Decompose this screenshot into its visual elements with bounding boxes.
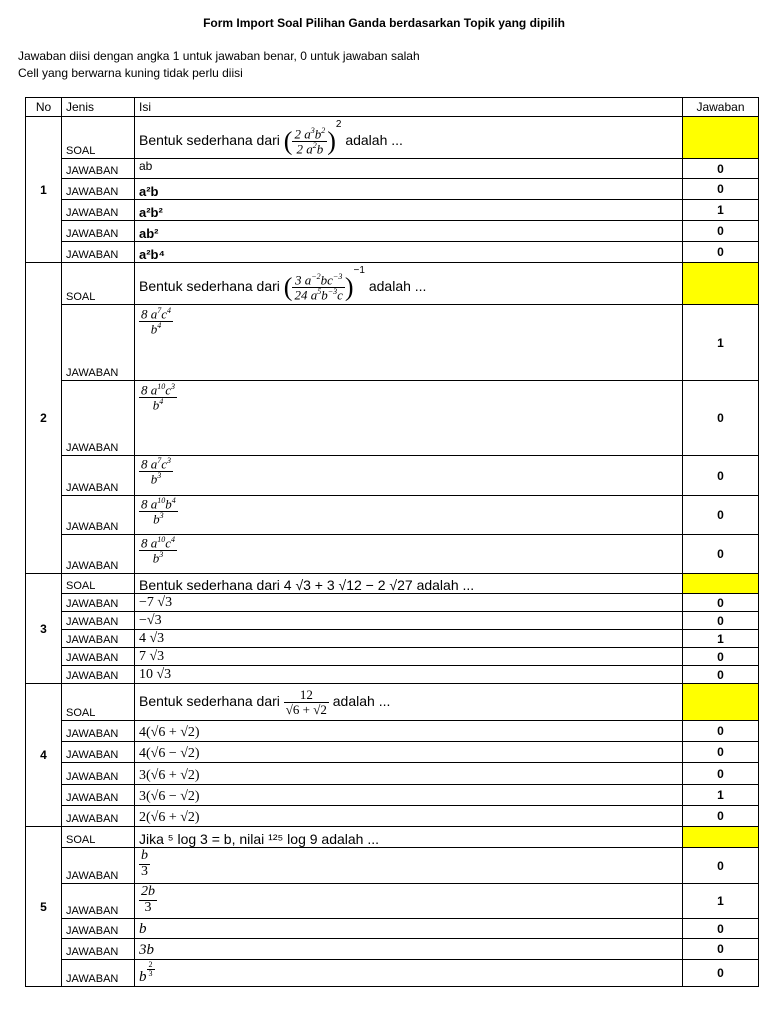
table-row	[26, 827, 759, 848]
option-text: $\frac{8 a^7c^3}{b^3}$	[135, 456, 683, 496]
option-text: $\frac{8 a^7c^4}{b^4}$	[135, 305, 683, 381]
header-jenis: Jenis	[62, 98, 135, 117]
option-text: b $^{\frac{2}{3}}$	[135, 960, 683, 987]
table-row	[26, 117, 759, 159]
type-cell: SOAL	[62, 263, 135, 305]
option-text: 3b	[135, 939, 683, 960]
answer-value[interactable]: 0	[683, 763, 759, 785]
option-text: 10 √3	[135, 666, 683, 684]
table-row	[26, 763, 759, 785]
table-row	[26, 496, 759, 535]
type-cell: SOAL	[62, 574, 135, 594]
option-text: $\frac{8 a^{10}c^3}{b^4}$	[135, 381, 683, 456]
answer-value[interactable]: 0	[683, 456, 759, 496]
type-cell: JAWABAN	[62, 381, 135, 456]
answer-value[interactable]: 0	[683, 648, 759, 666]
option-text: 3(√6 + √2)	[135, 763, 683, 785]
table-row	[26, 960, 759, 987]
type-cell: JAWABAN	[62, 456, 135, 496]
answer-value[interactable]: 0	[683, 721, 759, 742]
question-text: Bentuk sederhana dari $\frac{12}{√6 + √2}$ adalah ...	[135, 684, 683, 721]
type-cell: JAWABAN	[62, 806, 135, 827]
option-text: 4 √3	[135, 630, 683, 648]
table-row	[26, 785, 759, 806]
type-cell: SOAL	[62, 117, 135, 159]
table-row	[26, 742, 759, 763]
question-text: Bentuk sederhana dari ( $\frac{3 a^{-2}bc^{-3}}{24 a^5b^{-3}c}$ )$^{-1}$ adalah ...	[135, 263, 683, 305]
answer-cell-disabled	[683, 117, 759, 159]
answer-value[interactable]: 1	[683, 884, 759, 919]
table-row	[26, 263, 759, 305]
type-cell: JAWABAN	[62, 612, 135, 630]
type-cell: SOAL	[62, 827, 135, 848]
table-header	[26, 98, 759, 117]
option-text: $\frac{8 a^{10}c^4}{b^3}$	[135, 535, 683, 574]
table-row	[26, 594, 759, 612]
option-text: a²b²	[135, 200, 683, 221]
answer-value[interactable]: 0	[683, 159, 759, 179]
header-isi: Isi	[135, 98, 683, 117]
answer-value[interactable]: 0	[683, 496, 759, 535]
type-cell: JAWABAN	[62, 939, 135, 960]
option-text: a²b⁴	[135, 242, 683, 263]
type-cell: JAWABAN	[62, 159, 135, 179]
type-cell: JAWABAN	[62, 200, 135, 221]
type-cell: JAWABAN	[62, 630, 135, 648]
answer-value[interactable]: 0	[683, 242, 759, 263]
type-cell: JAWABAN	[62, 305, 135, 381]
table-row	[26, 919, 759, 939]
option-text: −√3	[135, 612, 683, 630]
option-text: 4(√6 − √2)	[135, 742, 683, 763]
question-number: 5	[26, 827, 62, 987]
type-cell: JAWABAN	[62, 594, 135, 612]
answer-value[interactable]: 1	[683, 630, 759, 648]
instruction-line-1: Jawaban diisi dengan angka 1 untuk jawaban benar, 0 untuk jawaban salah	[18, 49, 420, 63]
answer-value[interactable]: 0	[683, 806, 759, 827]
page-title: Form Import Soal Pilihan Ganda berdasarkan Topik yang dipilih	[203, 16, 565, 30]
option-text: b	[135, 919, 683, 939]
table-row	[26, 179, 759, 200]
answer-value[interactable]: 0	[683, 960, 759, 987]
answer-value[interactable]: 1	[683, 200, 759, 221]
type-cell: JAWABAN	[62, 721, 135, 742]
table-row	[26, 721, 759, 742]
question-number: 3	[26, 574, 62, 684]
answer-value[interactable]: 1	[683, 785, 759, 806]
table-row	[26, 456, 759, 496]
table-row	[26, 535, 759, 574]
answer-value[interactable]: 0	[683, 594, 759, 612]
answer-value[interactable]: 0	[683, 939, 759, 960]
option-text: ab²	[135, 221, 683, 242]
table-row	[26, 884, 759, 919]
table-row	[26, 806, 759, 827]
question-text: Bentuk sederhana dari ( $\frac{2 a^3b^2}{2 a^2b}$ )$^2$ adalah ...	[135, 117, 683, 159]
answer-cell-disabled	[683, 263, 759, 305]
type-cell: JAWABAN	[62, 742, 135, 763]
option-text: 7 √3	[135, 648, 683, 666]
answer-value[interactable]: 0	[683, 848, 759, 884]
table-row	[26, 305, 759, 381]
answer-value[interactable]: 0	[683, 666, 759, 684]
question-text: Jika ⁵ log 3 = b, nilai ¹²⁵ log 9 adalah ...	[135, 827, 683, 848]
answer-cell-disabled	[683, 684, 759, 721]
answer-value[interactable]: 0	[683, 612, 759, 630]
type-cell: SOAL	[62, 684, 135, 721]
table-row	[26, 630, 759, 648]
answer-value[interactable]: 0	[683, 742, 759, 763]
table-row	[26, 612, 759, 630]
type-cell: JAWABAN	[62, 496, 135, 535]
answer-cell-disabled	[683, 827, 759, 848]
type-cell: JAWABAN	[62, 763, 135, 785]
option-text: ab	[135, 159, 683, 179]
option-text: 4(√6 + √2)	[135, 721, 683, 742]
type-cell: JAWABAN	[62, 919, 135, 939]
question-number: 4	[26, 684, 62, 827]
option-text: $\frac{2b}{3}$	[135, 884, 683, 919]
question-table	[25, 97, 759, 987]
type-cell: JAWABAN	[62, 648, 135, 666]
table-row	[26, 666, 759, 684]
option-text: −7 √3	[135, 594, 683, 612]
table-row	[26, 200, 759, 221]
type-cell: JAWABAN	[62, 535, 135, 574]
table-row	[26, 381, 759, 456]
option-text: a²b	[135, 179, 683, 200]
table-row	[26, 574, 759, 594]
table-row	[26, 242, 759, 263]
option-text: $\frac{8 a^{10}b^4}{b^3}$	[135, 496, 683, 535]
answer-value[interactable]: 0	[683, 535, 759, 574]
type-cell: JAWABAN	[62, 960, 135, 987]
table-row	[26, 684, 759, 721]
question-number: 2	[26, 263, 62, 574]
type-cell: JAWABAN	[62, 884, 135, 919]
type-cell: JAWABAN	[62, 242, 135, 263]
type-cell: JAWABAN	[62, 666, 135, 684]
answer-value[interactable]: 0	[683, 381, 759, 456]
table-row	[26, 939, 759, 960]
option-text: 2(√6 + √2)	[135, 806, 683, 827]
table-row	[26, 159, 759, 179]
table-row	[26, 648, 759, 666]
option-text: $\frac{b}{3}$	[135, 848, 683, 884]
header-no: No	[26, 98, 62, 117]
header-jawaban: Jawaban	[683, 98, 759, 117]
answer-value[interactable]: 0	[683, 919, 759, 939]
table-row	[26, 221, 759, 242]
option-text: 3(√6 − √2)	[135, 785, 683, 806]
answer-value[interactable]: 0	[683, 221, 759, 242]
question-number: 1	[26, 117, 62, 263]
table-row	[26, 848, 759, 884]
question-text: Bentuk sederhana dari 4 √3 + 3 √12 − 2 √27 adalah ...	[135, 574, 683, 594]
type-cell: JAWABAN	[62, 848, 135, 884]
type-cell: JAWABAN	[62, 221, 135, 242]
type-cell: JAWABAN	[62, 179, 135, 200]
answer-cell-disabled	[683, 574, 759, 594]
type-cell: JAWABAN	[62, 785, 135, 806]
answer-value[interactable]: 0	[683, 179, 759, 200]
instruction-line-2: Cell yang berwarna kuning tidak perlu diisi	[18, 66, 243, 80]
answer-value[interactable]: 1	[683, 305, 759, 381]
